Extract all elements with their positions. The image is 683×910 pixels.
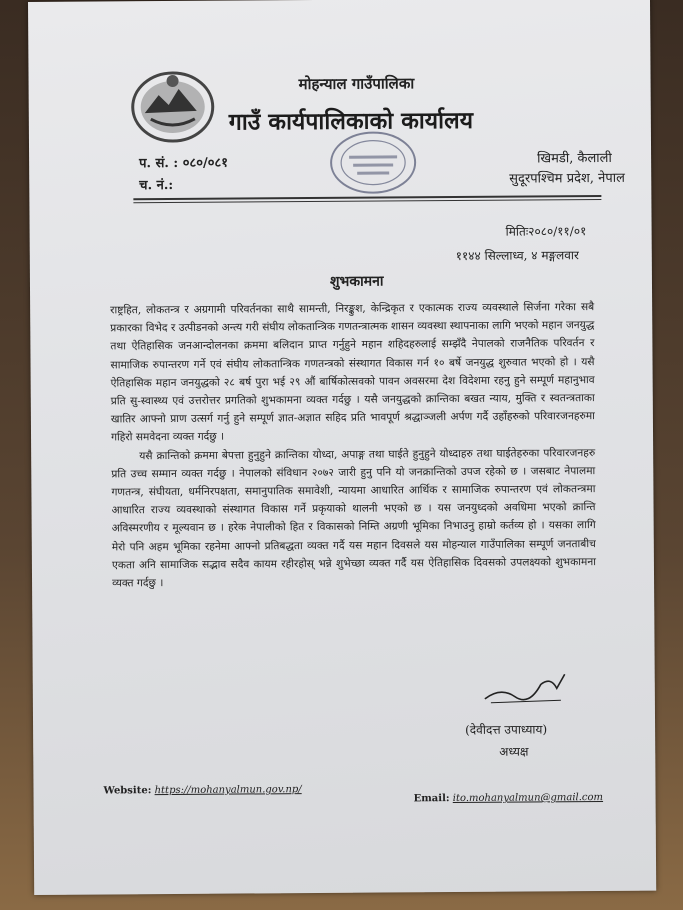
nepal-emblem-icon xyxy=(126,67,219,146)
letter-page xyxy=(28,0,656,895)
body-paragraph-1: राष्ट्रहित, लोकतन्त्र र अग्रगामी परिवर्तनका साथै सामन्ती, निरङ्कुश, केन्द्रिकृत र एकात्मक राज्य व्यवस्थाले सिर्जना गरेका सबै प्रकारका विभेद र उत्पीडनको अन्त्य गरी संघीय लोकतान्त्रिक गणतन्त्रात्मक शासन व्यवस्था स्थापनाका लागि भएको महान जनयुद्ध तथा ऐतिहासिक जनआन्दोलनका क्रममा बलिदान प्राप्त गर्नुहुने महान शहिदहरुलाई सम्झँदै नेपालको राजनैतिक परिवर्तन र सामाजिक रुपान्तरण गर्ने एवं संघीय लोकतान्त्रिक गणतन्त्रको संस्थागत विकास गर्न १० बर्षे जनयुद्ध शुरुवात भएको हो । यसै ऐतिहासिक महान जनयुद्धको २८ बर्ष पुरा भई २९ औं बार्षिकोत्सवको पावन अवसरमा देश विदेशमा रहनु हुने सम्पूर्ण महानुभाव प्रति सु-स्वास्थ्य एवं उत्तरोत्तर प्रगतिको शुभकामना व्यक्त गर्दछु । यसै जनयुद्धको क्रान्तिका बखत न्याय, मुक्ति र स्वतन्त्रताका खातिर आफ्नो प्राण उत्सर्ग गर्नु हुने सम्पूर्ण ज्ञात-अज्ञात सहिद प्रति भावपूर्ण श्रद्धाञ्जली अर्पण गर्दै उहाँहरुको परिवारजनहरुमा गहिरो समवेदना व्यक्त गर्दछु । xyxy=(110,301,595,444)
signatory-title: अध्यक्ष xyxy=(499,744,529,759)
letter-date-alt: ११४४ सिल्लाध्व, ४ मङ्गलवार xyxy=(455,248,579,264)
dispatch-number: च. नं.: xyxy=(139,177,174,194)
footer-email xyxy=(414,792,604,804)
body-paragraph-2: यसै क्रान्तिको क्रममा बेपत्ता हुनुहुने क्रान्तिका योध्दा, अपाङ्ग तथा घाईते हुनुहुने योध्दाहरु तथा घाईतेहरुका परिवारजनहरु प्रति उच्च सम्मान व्यक्त गर्दछु । नेपालको संविधान २०७२ जारी हुनु पनि यो जनक्रान्तिको उपज रहेको छ । जसबाट नेपालमा गणतन्त्र, संघीयता, धर्मनिरपक्षता, समानुपातिक समावेशी, न्यायमा आधारित आर्थिक र सामाजिक रुपान्तरण एवं लोकतन्त्रमा आधारित राज्य व्यवस्थाको संस्थागत विकास गर्ने प्रकृयाको थालनी भएको छ । यस जनयुध्दको अवधिमा भएको क्रान्ति अविस्मरणीय र मूल्यवान छ । हरेक नेपालीको हित र विकासको निम्ति अग्रणी भूमिका निभाउनु हाम्रो कर्तव्य हो । यसका लागि मेरो पनि अहम भूमिका रहनेमा आफ्नो प्रतिबद्धता व्यक्त गर्दै यस महान दिवसले यस मोहन्याल गाउँपालिका सम्पूर्ण जनताबीच एकता अनि सामाजिक सद्भाव सदैव कायम रहीरहोस् भन्ने शुभेच्छा व्यक्त गर्दै यस ऐतिहासिक दिवसको उपलक्ष्यको शुभकामना व्यक्त गर्दछु । xyxy=(111,446,596,590)
email-link[interactable]: ito.mohanyalmun@gmail.com xyxy=(452,792,604,805)
email-label: Email: xyxy=(413,793,450,805)
signature-icon xyxy=(481,666,571,707)
website-label: Website: xyxy=(103,785,152,797)
location-province: सुदूरपश्चिम प्रदेश, नेपाल xyxy=(509,170,625,187)
letter-body xyxy=(110,298,596,593)
office-name: गाउँ कार्यपालिकाको कार्यालय xyxy=(228,106,474,136)
website-link[interactable]: https://mohanyalmun.gov.np/ xyxy=(154,784,302,797)
municipality-name: मोहन्याल गाउँपालिका xyxy=(298,74,415,94)
letter-date: मितिः२०८०/११/०१ xyxy=(505,224,587,239)
location-district: खिमडी, कैलाली xyxy=(537,150,612,167)
reference-number: प. सं. : ०८०/०८१ xyxy=(139,155,229,172)
letter-title: शुभकामना xyxy=(329,273,384,290)
signatory-name: (देवीदत्त उपाध्याय) xyxy=(465,722,548,737)
office-stamp-icon xyxy=(327,127,419,198)
footer-website xyxy=(103,784,301,796)
